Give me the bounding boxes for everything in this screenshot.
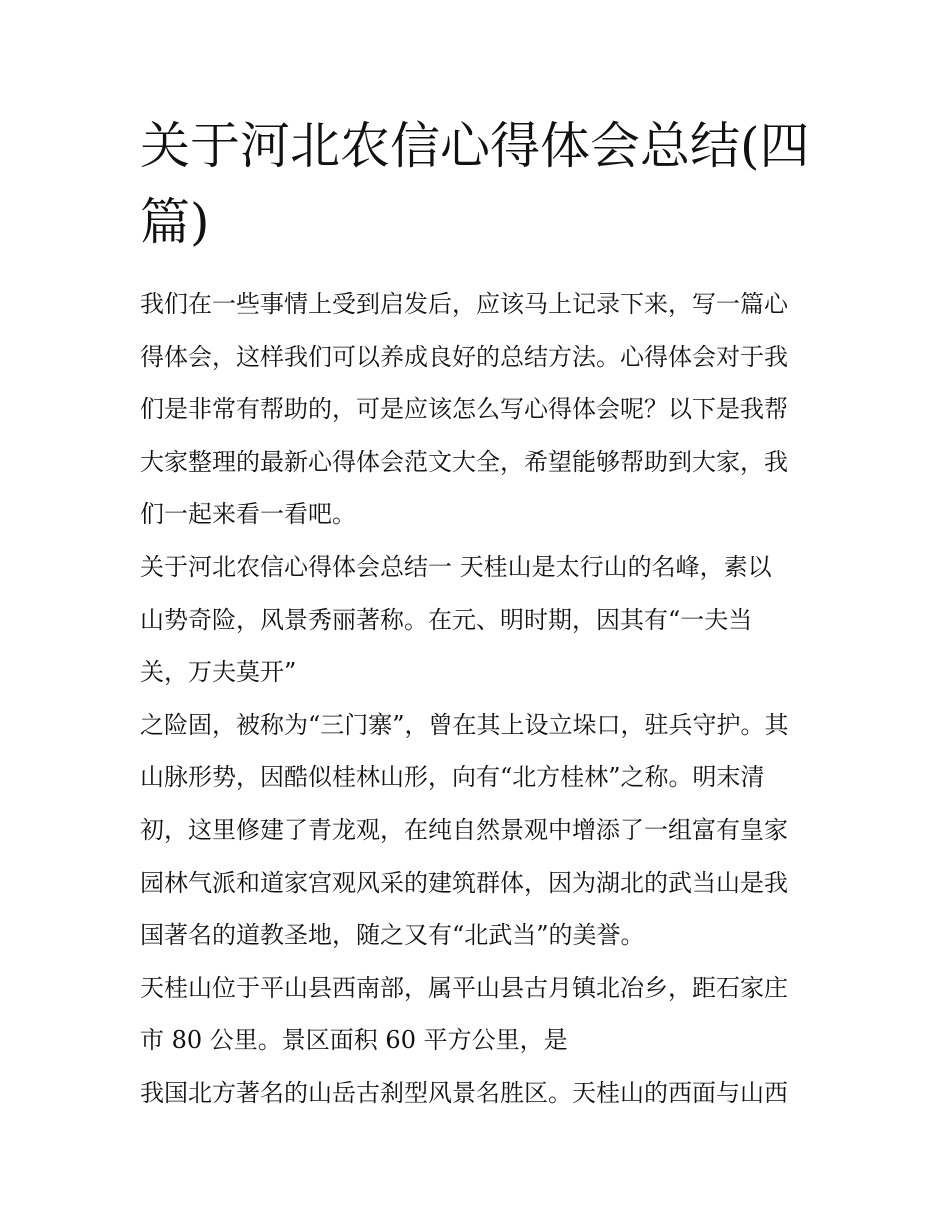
document-title: 关于河北农信心得体会总结(四篇): [140, 117, 810, 251]
body-line: 山势奇险，风景秀丽著称。在元、明时期，因其有“一夫当: [140, 605, 753, 634]
body-line: 关于河北农信心得体会总结一 天桂山是太行山的名峰，素以: [140, 552, 772, 581]
body-line: 们是非常有帮助的，可是应该怎么写心得体会呢？以下是我帮: [140, 395, 788, 424]
body-line: 大家整理的最新心得体会范文大全，希望能够帮助到大家，我: [140, 447, 788, 476]
body-line: 园林气派和道家宫观风采的建筑群体，因为湖北的武当山是我: [140, 868, 788, 897]
body-line: 山脉形势，因酷似桂林山形，向有“北方桂林”之称。明末清: [140, 763, 765, 792]
body-line: 之险固，被称为“三门寨”，曾在其上设立垛口，驻兵守护。其: [140, 710, 789, 739]
body-line: 我们在一些事情上受到启发后，应该马上记录下来，写一篇心: [140, 290, 788, 318]
body-line: 国著名的道教圣地，随之又有“北武当”的美誉。: [140, 921, 645, 950]
document-body: [140, 278, 815, 1120]
body-line: 得体会，这样我们可以养成良好的总结方法。心得体会对于我: [140, 342, 788, 371]
body-line: 天桂山位于平山县西南部，属平山县古月镇北冶乡，距石家庄: [140, 973, 788, 1002]
body-line: 我国北方著名的山岳古刹型风景名胜区。天桂山的西面与山西: [140, 1078, 788, 1107]
body-line: 市 80 公里。景区面积 60 平方公里，是: [140, 1026, 568, 1055]
body-line: 们一起来看一看吧。: [140, 500, 356, 529]
body-line: 关，万夫莫开”: [140, 658, 297, 687]
body-line: 初，这里修建了青龙观，在纯自然景观中增添了一组富有皇家: [140, 815, 788, 844]
